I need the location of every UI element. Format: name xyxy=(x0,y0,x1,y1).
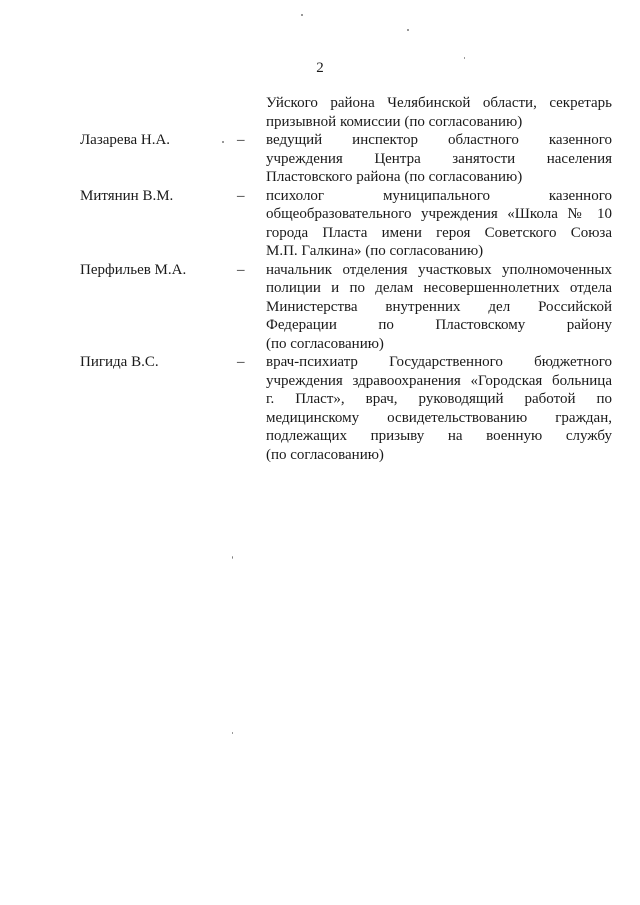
scan-speck xyxy=(464,57,465,59)
member-dash: – xyxy=(237,187,245,204)
role-line: Федерации по Пластовскому району xyxy=(266,317,612,333)
role-line: Пластовского района (по согласованию) xyxy=(266,169,523,185)
member-role xyxy=(266,187,612,261)
member-role xyxy=(266,131,612,187)
scan-speck xyxy=(232,732,233,734)
member-name: Пигида В.С. xyxy=(80,354,159,370)
scan-speck xyxy=(407,29,409,31)
member-role xyxy=(266,261,612,354)
member-entry xyxy=(0,353,640,464)
commission-member-list xyxy=(0,94,640,464)
scan-speck xyxy=(301,14,303,16)
role-line: медицинскому освидетельствованию граждан, xyxy=(266,409,612,426)
member-role xyxy=(266,353,612,464)
member-name: Митянин В.М. xyxy=(80,187,174,204)
role-line: ведущий инспектор областного казенного xyxy=(266,132,612,148)
member-entry xyxy=(0,261,640,354)
role-line: начальник отделения участковых уполномоченных xyxy=(266,261,612,278)
member-dash: – xyxy=(237,354,245,370)
member-role xyxy=(266,94,612,131)
role-line: общеобразовательного учреждения «Школа № 10 xyxy=(266,206,612,222)
member-entry xyxy=(0,187,640,261)
member-entry-continued xyxy=(0,94,640,131)
member-name: Лазарева Н.А. xyxy=(80,132,171,148)
scan-speck xyxy=(222,141,224,143)
role-line: подлежащих призыву на военную службу xyxy=(266,428,612,444)
role-line: психолог муниципального казенного xyxy=(266,187,612,204)
member-name: Перфильев М.А. xyxy=(80,261,187,278)
role-line: призывной комиссии (по согласованию) xyxy=(266,113,523,130)
scan-speck xyxy=(232,556,233,559)
role-line: (по согласованию) xyxy=(266,446,384,463)
role-line: врач-психиатр Государственного бюджетного xyxy=(266,354,612,370)
role-line: полиции и по делам несовершеннолетних отдела xyxy=(266,280,612,296)
role-line: города Пласта имени героя Советского Союза xyxy=(266,224,612,241)
member-entry xyxy=(0,131,640,187)
role-line: Уйского района Челябинской области, секретарь xyxy=(266,95,612,111)
role-line: (по согласованию) xyxy=(266,335,384,352)
role-line: г. Пласт», врач, руководящий работой по xyxy=(266,391,612,407)
member-dash: – xyxy=(237,132,245,148)
role-line: учреждения здравоохранения «Городская больница xyxy=(266,372,612,389)
member-dash: – xyxy=(237,261,245,278)
role-line: М.П. Галкина» (по согласованию) xyxy=(266,243,484,259)
page-number: 2 xyxy=(316,60,324,76)
role-line: учреждения Центра занятости населения xyxy=(266,150,612,167)
role-line: Министерства внутренних дел Российской xyxy=(266,298,612,315)
